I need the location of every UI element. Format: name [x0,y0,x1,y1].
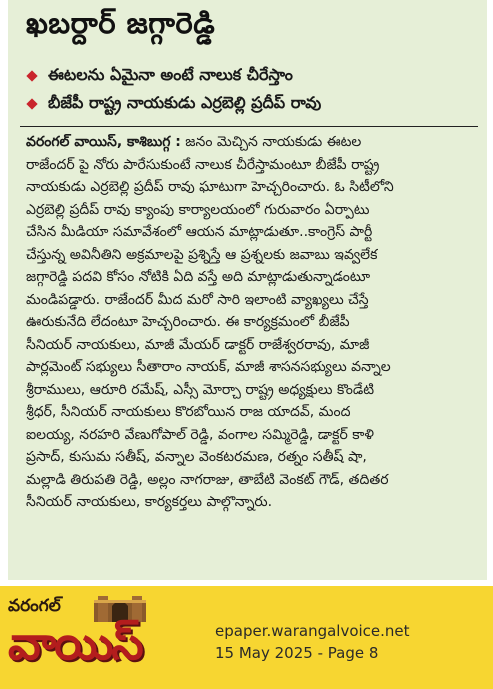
body-line: పార్లమెంట్ సభ్యులు సీతారాం నాయక్, మాజీ శాసనసభ్యులు వన్నాల [26,359,391,375]
body-line: మండిపడ్డారు. రాజేందర్ మీద మరో సారి ఇలాంటి వ్యాఖ్యలు చేస్తే [26,291,369,308]
article-body [26,131,480,514]
subheading-item [24,90,484,118]
subheading-list [24,62,484,118]
logo-small-text: వరంగల్ [8,596,61,616]
red-diamond-bullet-icon [26,98,37,109]
dateline: వరంగల్ వాయిస్, కాశిబుగ్గ : [26,134,181,150]
body-line: చేస్తున్న అవినీతిని అక్రమాలపై ప్రశ్నిస్తే ఆ ప్రశ్నలకు జవాబు ఇవ్వలేక [26,246,378,263]
body-line: నాయకుడు ఎర్రబెల్లి ప్రదీప్ రావు ఘాటుగా హెచ్చరించారు. ఓ సిటీలోని [26,179,394,195]
body-line: ఎర్రబెల్లి ప్రదీప్ రావు క్యాంపు కార్యాలయంలో గురువారం ఏర్పాటు [26,201,370,218]
body-line: ఊరుకునేది లేదంటూ హెచ్చరించారు. ఈ కార్యక్రమంలో బీజేపీ [26,314,350,330]
body-line: శ్రీధర్, సీనియర్ నాయకులు కొరబోయిన రాజ యాదవ్, మంద [26,404,351,420]
epaper-url[interactable]: epaper.warangalvoice.net [215,622,410,640]
body-line: శ్రీరాములు, ఆరూరి రమేష్, ఎస్సీ మోర్చా రాష్ట్ర అధ్యక్షులు కొండేటి [26,381,375,398]
body-line: చేసిన మీడియా సమావేశంలో ఆయన మాట్లాడుతూ..కాంగ్రెస్ పార్టీ [26,224,373,240]
epaper-footer [0,586,493,689]
body-line: ఐలయ్య, నరహరి వేణుగోపాల్ రెడ్డి, వంగాల సమ్మిరెడ్డి, డాక్టర్ కాళి [26,426,374,443]
headline-divider [20,126,478,127]
body-line: మల్లాడి తిరుపతి రెడ్డి, అల్లం నాగరాజు, తాబేటి వెంకట్ గౌడ్, తదితర [26,471,389,488]
news-article [8,0,487,580]
edition-date-page: 15 May 2025 - Page 8 [215,644,379,662]
subheading-text: ఈటలను ఏమైనా అంటే నాలుక చీరేస్తాం [48,64,293,84]
article-headline: ఖబర్దార్ జగ్గారెడ్డి [26,6,216,40]
body-line: జగ్గారెడ్డి పదవి కోసం నోటికి ఏది వస్తే అది మాట్లాడుతున్నాడంటూ [26,269,371,285]
subheading-text: బీజేపీ రాష్ట్ర నాయకుడు ఎర్రబెల్లి ప్రదీప్ రావు [48,92,322,112]
body-line: రాజేందర్ పై నోరు పారేసుకుంటే నాలుక చీరేస్తామంటూ బీజేపీ రాష్ట్ర [26,156,380,173]
subheading-item [24,62,484,90]
warangal-voice-logo [8,596,184,682]
body-line: ప్రసాద్, కుసుమ సతీష్, వన్నాల వెంకటరమణ, రత్నం సతీష్ షా, [26,449,367,465]
body-line: సీనియర్ నాయకులు, మాజీ మేయర్ డాక్టర్ రాజేశ్వరరావు, మాజీ [26,336,370,353]
red-diamond-bullet-icon [26,70,37,81]
body-text: జనం మెచ్చిన నాయకుడు ఈటల [180,134,362,150]
body-line: సీనియర్ నాయకులు, కార్యకర్తలు పాల్గొన్నారు. [26,494,273,510]
body-line [26,131,480,154]
logo-big-text: వాయిస్ [8,616,142,670]
